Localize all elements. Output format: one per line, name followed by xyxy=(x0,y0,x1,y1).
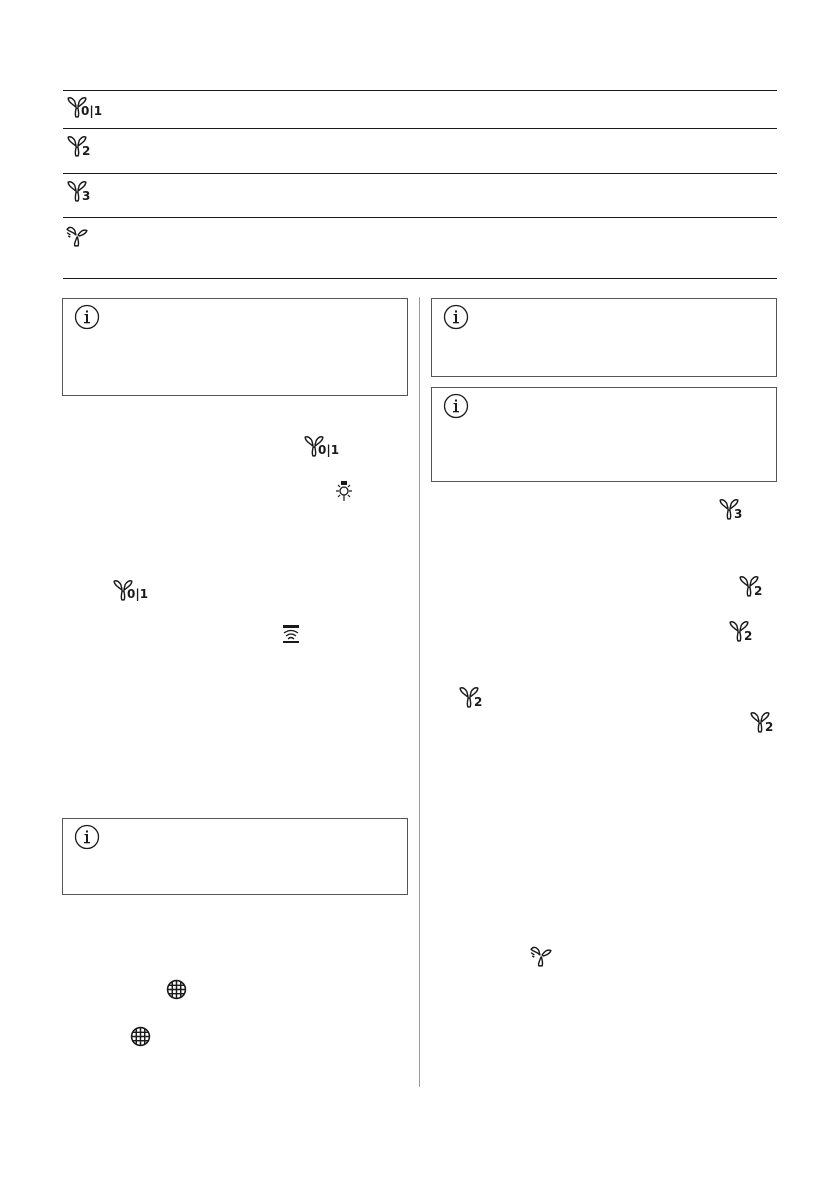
table-rule xyxy=(63,173,777,174)
fan-boost-icon xyxy=(66,225,88,247)
table-rule-top xyxy=(63,90,777,91)
fan-speed-0-1-icon xyxy=(66,96,103,118)
fan-speed-label: 0|1 xyxy=(81,104,103,118)
fan-speed-label: 0|1 xyxy=(127,587,149,601)
fan-speed-label: 2 xyxy=(474,695,483,709)
fan-speed-label: 2 xyxy=(765,720,774,734)
fan-speed-label: 0|1 xyxy=(318,443,340,457)
info-icon xyxy=(74,824,100,850)
fan-speed-2-icon xyxy=(749,711,774,734)
fan-speed-label: 2 xyxy=(754,584,763,598)
fan-speed-2-icon xyxy=(66,135,91,158)
grease-filter-icon xyxy=(166,979,187,1000)
note-box xyxy=(62,818,408,895)
fan-speed-0-1-icon xyxy=(112,579,149,601)
fan-boost-icon xyxy=(530,945,552,967)
light-bulb-icon xyxy=(333,480,355,502)
info-icon xyxy=(443,304,469,330)
fan-speed-label: 2 xyxy=(744,629,753,643)
fan-speed-label: 3 xyxy=(82,189,91,203)
note-box xyxy=(431,387,777,482)
note-box xyxy=(431,298,777,377)
grease-filter-icon xyxy=(130,1026,151,1047)
note-box xyxy=(62,298,408,396)
fan-speed-2-icon xyxy=(738,575,763,598)
fan-speed-label: 3 xyxy=(734,507,743,521)
fan-speed-3-icon xyxy=(66,180,91,203)
column-divider xyxy=(419,297,420,1087)
remote-sensor-icon xyxy=(280,623,302,645)
fan-speed-0-1-icon xyxy=(303,435,340,457)
table-rule xyxy=(63,217,777,218)
info-icon xyxy=(443,393,469,419)
info-icon xyxy=(74,304,100,330)
fan-speed-label: 2 xyxy=(82,144,91,158)
fan-speed-3-icon xyxy=(718,498,743,521)
table-rule-bottom xyxy=(63,278,777,279)
fan-speed-2-icon xyxy=(458,686,483,709)
table-rule xyxy=(63,128,777,129)
fan-speed-2-icon xyxy=(728,620,753,643)
